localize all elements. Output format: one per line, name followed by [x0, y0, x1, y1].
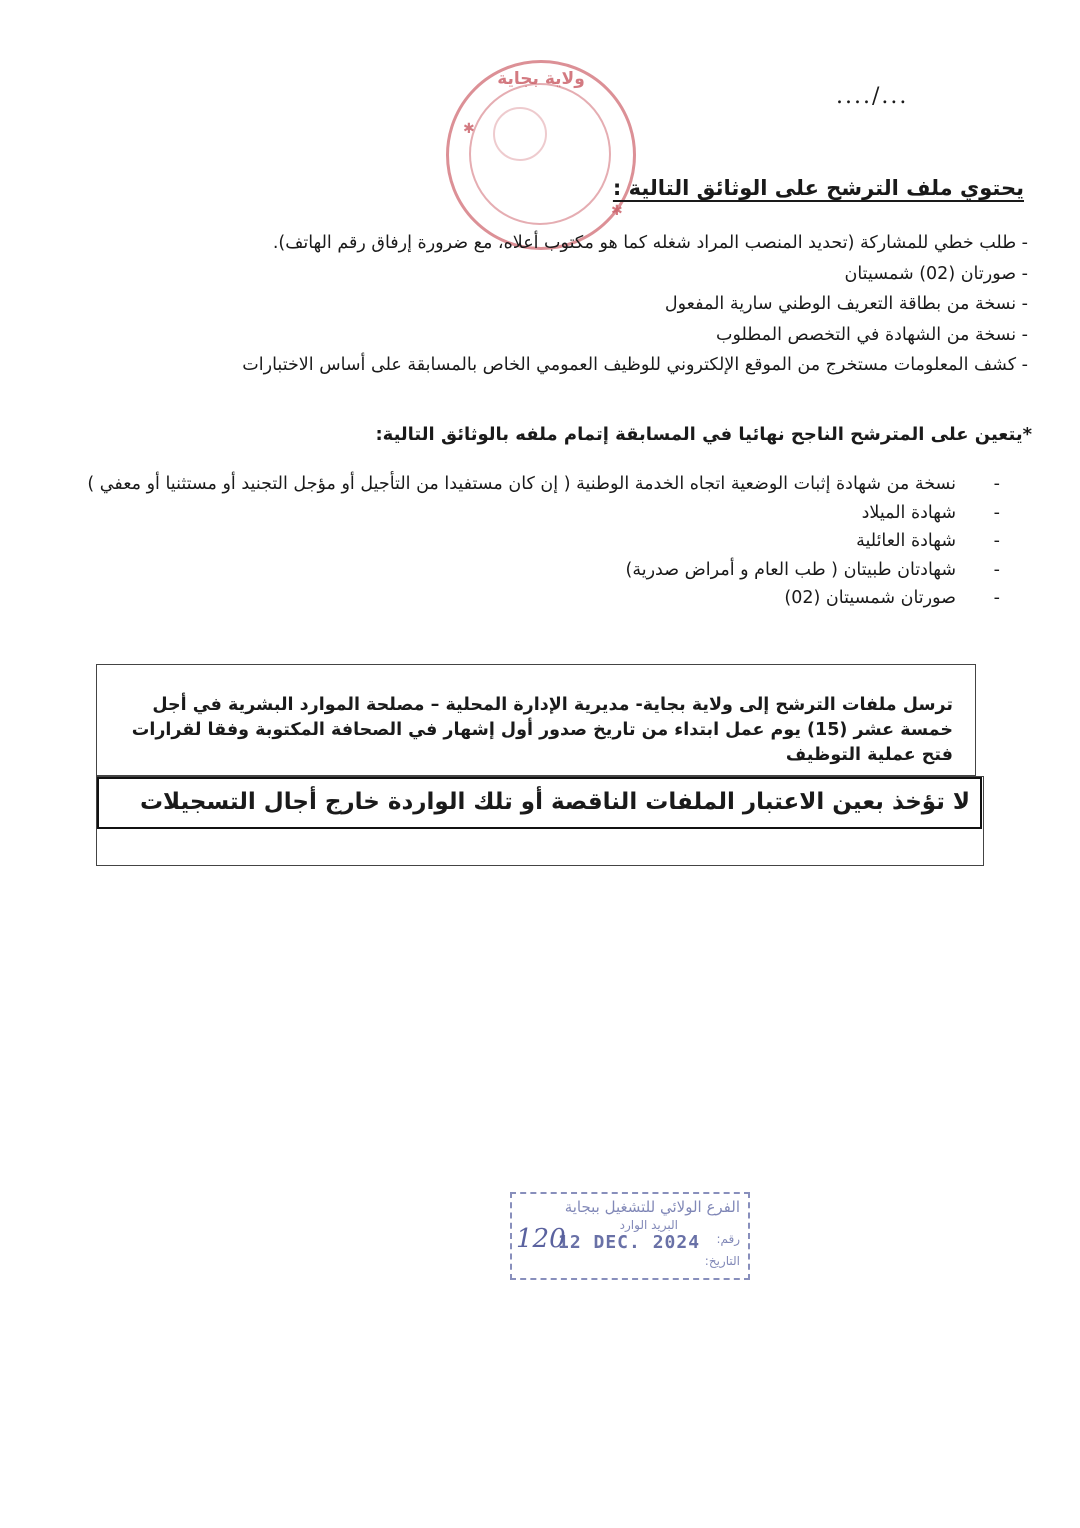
required-docs-title: يحتوي ملف الترشح على الوثائق التالية : [612, 176, 1024, 200]
list-item-text: نسخة من شهادة إثبات الوضعية اتجاه الخدمة الوطنية ( إن كان مستفيدا من التأجيل أو مؤجل التجنيد أو مستثنيا أو معفي ) [87, 474, 956, 494]
stamp-handwritten-number: 120 [516, 1224, 566, 1254]
list-item [87, 470, 1000, 499]
list-dash: - [993, 474, 1000, 494]
submission-notice-box [96, 664, 976, 776]
seal-star-icon: ✱ [611, 203, 623, 219]
submission-notice-text: ترسل ملفات الترشح إلى ولاية بجاية- مديرية الإدارة المحلية – مصلحة الموارد البشرية في أجل خمسة عشر (15) يوم عمل ابتداء من تاريخ صدور أول إشهار في الصحافة المكتوبة وفقا لقرارات فتح عملية التوظيف [131, 695, 953, 765]
list-item [87, 499, 1000, 528]
warning-box [96, 776, 984, 866]
list-item: - صورتان (02) شمسيتان [844, 263, 1028, 284]
list-dash: - [993, 531, 1000, 551]
stamp-office: الفرع الولائي للتشغيل ببجاية [564, 1198, 740, 1216]
required-docs-list [208, 228, 1028, 381]
list-dash: - [993, 588, 1000, 608]
red-seal-stamp [446, 60, 636, 250]
warning-text: لا تؤخذ بعين الاعتبار الملفات الناقصة أو تلك الواردة خارج أجال التسجيلات [139, 789, 970, 815]
stamp-date: 12 DEC. 2024 [558, 1232, 701, 1253]
stamp-date-label: التاريخ: [704, 1254, 740, 1268]
list-item: - طلب خطي للمشاركة (تحديد المنصب المراد شغله كما هو مكتوب أعلاه، مع ضرورة إرفاق رقم الهاتف). [272, 233, 1028, 253]
seal-star-icon: ✱ [463, 121, 475, 137]
final-docs-list [87, 470, 1000, 613]
list-item-text: شهادة العائلية [856, 531, 956, 551]
list-item [87, 584, 1000, 613]
seal-emblem-icon [493, 107, 547, 161]
list-item-text: شهادة الميلاد [861, 502, 956, 523]
stamp-number-label: رقم: [716, 1232, 740, 1246]
list-item: - نسخة من الشهادة في التخصص المطلوب [715, 324, 1028, 345]
list-item [87, 527, 1000, 556]
seal-text: ولاية بجاية [497, 69, 585, 89]
stamp-mail-label: البريد الوارد [619, 1218, 678, 1232]
receipt-stamp [510, 1192, 750, 1280]
list-item-text: صورتان شمسيتان (02) [784, 588, 956, 608]
final-docs-title: *يتعين على المترشح الناجح نهائيا في المسابقة إتمام ملفه بالوثائق التالية: [375, 424, 1032, 445]
page-continuation-mark: ..../... [836, 84, 909, 109]
list-item [87, 556, 1000, 585]
seal-inner-ring [469, 83, 611, 225]
warning-inner-frame [97, 777, 982, 829]
list-dash: - [993, 559, 1000, 580]
list-item: - كشف المعلومات مستخرج من الموقع الإلكتروني للوظيف العمومي الخاص بالمسابقة على أساس الاختبارات [242, 355, 1028, 375]
list-dash: - [993, 502, 1000, 523]
list-item-text: شهادتان طبيتان ( طب العام و أمراض صدرية) [625, 559, 956, 580]
list-item: - نسخة من بطاقة التعريف الوطني سارية المفعول [664, 294, 1028, 314]
